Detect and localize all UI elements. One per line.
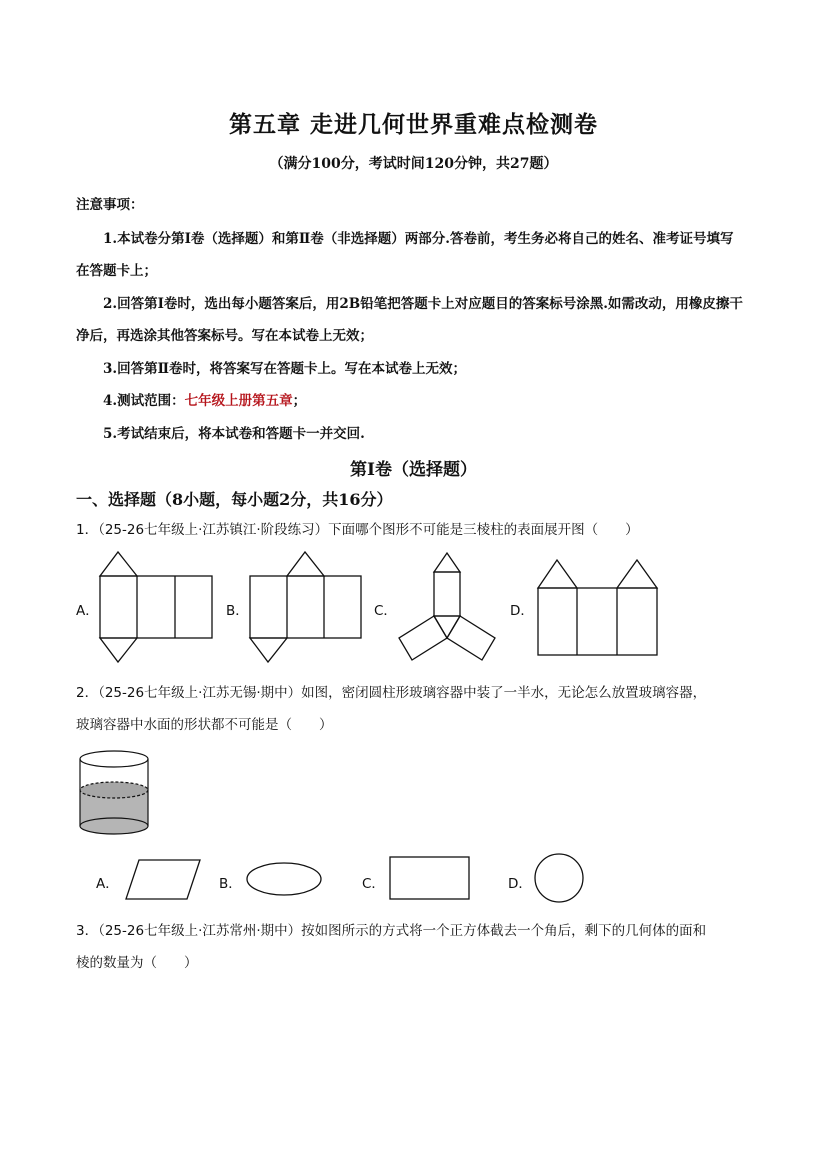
question-3-text-line-1: 3．（25-26七年级上·江苏常州·期中）按如图所示的方式将一个正方体截去一个角后，剩下的几何体的面和 [76, 923, 707, 939]
notice-item-1-cont: 在答题卡上； [76, 263, 157, 279]
notice-item-4-suffix: ； [292, 393, 307, 409]
notice-item-4-label: 4.测试范围： [103, 393, 185, 409]
notice-item-1: 1.本试卷分第Ⅰ卷（选择题）和第Ⅱ卷（非选择题）两部分.答卷前，考生务必将自己的姓名、准考证号填写 [103, 231, 734, 247]
notice-item-5: 5.考试结束后，将本试卷和答题卡一并交回. [103, 426, 365, 442]
question-2-text-line-2: 玻璃容器中水面的形状都不可能是（ ） [76, 717, 333, 733]
page-title: 第五章 走进几何世界重难点检测卷 [228, 111, 598, 138]
q1-option-a-label: A． [76, 603, 99, 619]
q2-option-c-label: C． [362, 876, 385, 892]
question-1-text: 1．（25-26七年级上·江苏镇江·阶段练习）下面哪个图形不可能是三棱柱的表面展开图（ ） [76, 522, 639, 538]
q2-option-b-label: B． [219, 876, 242, 892]
part-heading: 一、选择题（8小题，每小题2分，共16分） [76, 490, 393, 509]
q2-option-d-label: D． [508, 876, 532, 892]
section-title: 第Ⅰ卷（选择题） [350, 460, 477, 480]
q1-option-c-label: C． [374, 603, 397, 619]
question-2-text-line-1: 2．（25-26七年级上·江苏无锡·期中）如图，密闭圆柱形玻璃容器中装了一半水，无论怎么放置玻璃容器， [76, 685, 707, 701]
notice-item-2: 2.回答第Ⅰ卷时，选出每小题答案后，用2B铅笔把答题卡上对应题目的答案标号涂黑.如需改动，用橡皮擦干 [103, 296, 743, 312]
notice-item-2-cont: 净后，再选涂其他答案标号。写在本试卷上无效； [76, 328, 373, 344]
page-subtitle: （满分100分，考试时间120分钟，共27题） [269, 156, 558, 172]
notice-heading: 注意事项： [76, 197, 144, 213]
q2-option-a-label: A． [96, 876, 119, 892]
test-scope-highlight: 七年级上册第五章 [184, 393, 293, 409]
question-3-text-line-2: 棱的数量为（ ） [76, 955, 198, 971]
q1-option-d-label: D． [510, 603, 534, 619]
q1-option-b-label: B． [226, 603, 249, 619]
notice-item-3: 3.回答第Ⅱ卷时，将答案写在答题卡上。写在本试卷上无效； [103, 361, 466, 377]
